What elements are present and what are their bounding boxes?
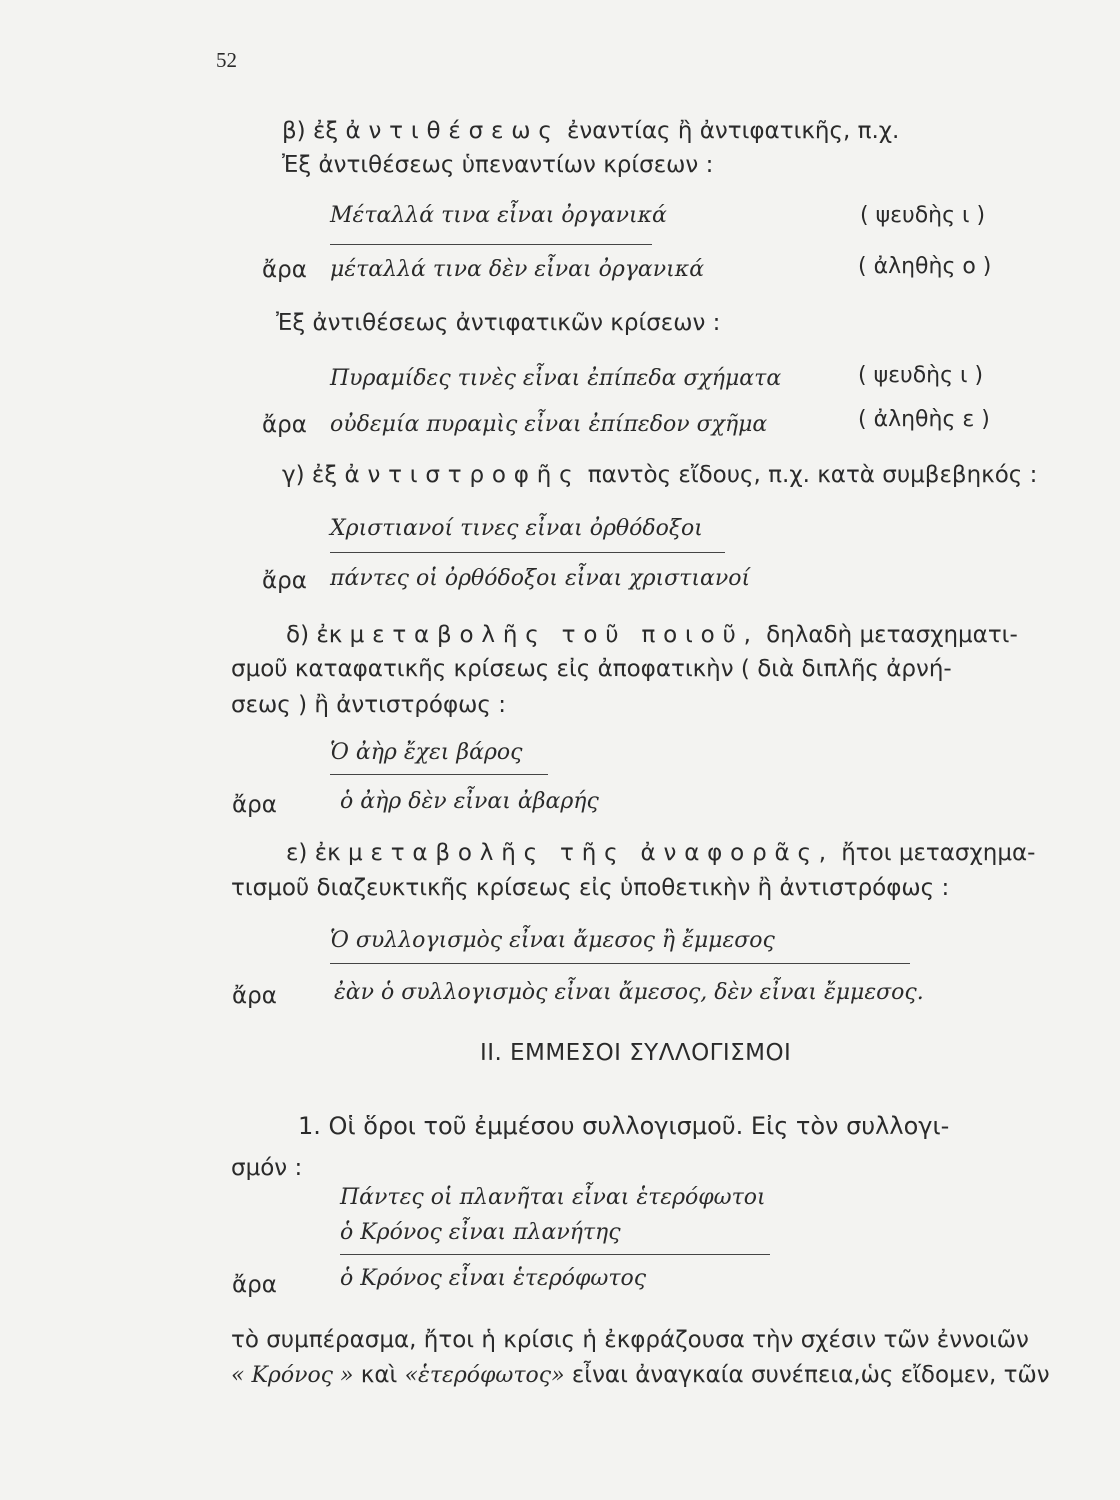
subsection-1-rest: Εἰς τὸν συλλογι- (743, 1112, 950, 1140)
item-c-ara: ἄρα (262, 568, 307, 594)
item-d-ara: ἄρα (232, 792, 277, 818)
paragraph-line-1: τὸ συμπέρασμα, ἤτοι ἡ κρίσις ἡ ἐκφράζουσα τὴν σχέσιν τῶν ἐννοιῶν (231, 1327, 1029, 1353)
page-number: 52 (216, 48, 237, 72)
quoted-term-kronos: « Κρόνος » (231, 1363, 354, 1388)
item-e-ara: ἄρα (232, 983, 277, 1009)
example-1-ara: ἄρα (262, 257, 307, 283)
item-d-conclusion: ὁ ἀὴρ δὲν εἶναι ἀβαρής (340, 789, 599, 814)
example-2-ara: ἄρα (262, 412, 307, 438)
syllogism-premise-1: Πάντες οἱ πλανῆται εἶναι ἑτερόφωτοι (340, 1185, 766, 1210)
example-2-conclusion: οὐδεμία πυραμὶς εἶναι ἐπίπεδον σχῆμα (330, 412, 768, 437)
item-d-line-3: σεως ) ἢ ἀντιστρόφως : (231, 692, 506, 718)
item-e-premise: Ὁ συλλογισμὸς εἶναι ἄμεσος ἢ ἔμμεσος (330, 928, 775, 953)
example-2-premise: Πυραμίδες τινὲς εἶναι ἐπίπεδα σχήματα (330, 366, 782, 391)
item-c-spaced-term: ἀντιστροφῆς (344, 462, 581, 488)
item-e-rest: ἤτοι μετασχημα- (833, 840, 1036, 866)
syllogism-conclusion: ὁ Κρόνος εἶναι ἑτερόφωτος (340, 1266, 647, 1291)
item-e-line-1 (286, 840, 1035, 866)
item-b-line (282, 118, 899, 144)
item-b-rest: ἐναντίας ἢ ἀντιφατικῆς, π.χ. (559, 118, 900, 144)
item-e-conclusion: ἐὰν ὁ συλλογισμὸς εἶναι ἄμεσος, δὲν εἶναι ἔμμεσος. (334, 980, 924, 1005)
item-d-line-2: σμοῦ καταφατικῆς κρίσεως εἰς ἀποφατικὴν ( διὰ διπλῆς ἀρνή- (231, 656, 952, 682)
item-d-line-1 (286, 622, 1018, 648)
item-c-rule (330, 552, 725, 553)
item-e-line-2: τισμοῦ διαζευκτικῆς κρίσεως εἰς ὑποθετικὴν ἢ ἀντιστρόφως : (231, 875, 950, 901)
section-heading: ΙΙ. ΕΜΜΕΣΟΙ ΣΥΛΛΟΓΙΣΜΟΙ (480, 1040, 792, 1066)
item-b-subheading-1: Ἐξ ἀντιθέσεως ὑπεναντίων κρίσεων : (282, 152, 714, 178)
item-d-spaced-term: μεταβολῆς τοῦ ποιοῦ, (349, 622, 759, 648)
example-2-premise-note: ( ψευδὴς ι ) (858, 363, 984, 388)
item-c-rest: παντὸς εἴδους, π.χ. κατὰ συμβεβηκός : (580, 462, 1038, 488)
item-d-rule (330, 774, 548, 775)
syllogism-rule (340, 1254, 770, 1255)
item-c-lead: γ) ἐξ (282, 462, 345, 488)
subsection-1-title: Οἱ ὅροι τοῦ ἐμμέσου συλλογισμοῦ. (328, 1112, 744, 1140)
example-1-premise-note: ( ψευδὴς ι ) (860, 203, 986, 228)
example-1-conclusion-note: ( ἀληθὴς ο ) (858, 254, 992, 279)
item-c-line (282, 462, 1037, 488)
syllogism-ara: ἄρα (232, 1272, 277, 1298)
subsection-1-line-1 (298, 1112, 949, 1140)
paragraph-conjunction: καὶ (353, 1362, 405, 1388)
item-b-spaced-term: ἀντιθέσεως (345, 118, 560, 144)
example-1-rule (330, 244, 652, 245)
item-d-rest: δηλαδὴ μετασχηματι- (758, 622, 1018, 648)
example-2-conclusion-note: ( ἀληθὴς ε ) (858, 407, 990, 432)
item-e-spaced-term: μεταβολῆς τῆς ἀναφορᾶς, (348, 840, 834, 866)
item-b-lead: β) ἐξ (282, 118, 346, 144)
paragraph-line-2 (231, 1362, 1050, 1388)
example-1-conclusion: μέταλλά τινα δὲν εἶναι ὀργανικά (330, 257, 705, 282)
syllogism-premise-2: ὁ Κρόνος εἶναι πλανήτης (340, 1220, 621, 1245)
quoted-term-heterophotos: «ἑτερόφωτος» (404, 1363, 565, 1388)
item-d-lead: δ) ἐκ (286, 622, 350, 648)
item-e-rule (330, 963, 910, 964)
item-b-subheading-2: Ἐξ ἀντιθέσεως ἀντιφατικῶν κρίσεων : (276, 310, 721, 336)
item-d-premise: Ὁ ἀὴρ ἔχει βάρος (330, 740, 523, 765)
subsection-1-number: 1. (298, 1112, 321, 1140)
paragraph-line-2-end: εἶναι ἀναγκαία συνέπεια,ὡς εἴδομεν, τῶν (564, 1362, 1050, 1388)
item-e-lead: ε) ἐκ (286, 840, 349, 866)
item-c-conclusion: πάντες οἱ ὀρθόδοξοι εἶναι χριστιανοί (330, 566, 751, 591)
example-1-premise: Μέταλλά τινα εἶναι ὀργανικά (330, 203, 667, 228)
item-c-premise: Χριστιανοί τινες εἶναι ὀρθόδοξοι (330, 516, 703, 541)
subsection-1-line-2: σμόν : (231, 1155, 303, 1181)
